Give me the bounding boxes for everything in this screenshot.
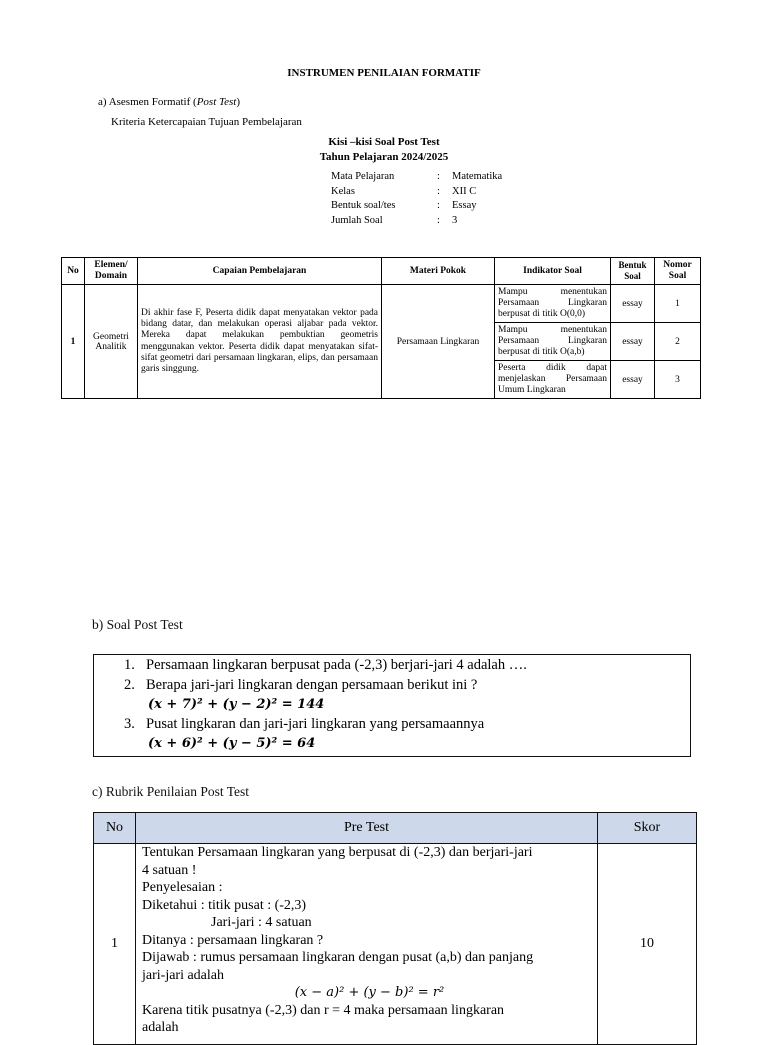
info-row: Jumlah Soal : 3 <box>331 214 458 226</box>
kisi-table <box>61 257 701 399</box>
col-elemen: Elemen/ Domain <box>85 258 138 285</box>
bentuk-cell: essay <box>611 285 655 323</box>
page-title: INSTRUMEN PENILAIAN FORMATIF <box>287 67 481 79</box>
row-elemen: Geometri Analitik <box>85 285 138 399</box>
table-header-row <box>62 258 701 285</box>
soal-box <box>93 654 691 757</box>
kisi-heading <box>0 135 768 165</box>
bentuk-cell: essay <box>611 361 655 399</box>
info-row: Kelas : XII C <box>331 185 477 197</box>
table-row <box>62 285 701 323</box>
question-2: 2. Berapa jari-jari lingkaran dengan persamaan berikut ini ? <box>124 677 478 693</box>
formula: (x − a)² + (y − b)² = r² <box>294 985 445 1000</box>
info-list <box>331 170 502 228</box>
col-skor: Skor <box>598 813 697 844</box>
rubrik-skor: 10 <box>598 844 697 1045</box>
info-row: Mata Pelajaran : Matematika <box>331 171 503 182</box>
nomor-cell: 1 <box>655 285 701 323</box>
section-b-heading: b) Soal Post Test <box>92 617 183 632</box>
rubrik-answer: Tentukan Persamaan lingkaran yang berpusat di (-2,3) dan berjari-jari 4 satuan ! Penyelesaian : Diketahui : titik pusat : (-2,3) Jari-jari : 4 satuan Ditanya : persamaan lingkaran ? Dijawab : rumus persamaan lingkaran dengan pusat (a,b) dan panjang jari-jari adalah (x − a)² + (y − b)² = r² Karena titik pusatnya (-2,3) dan r = 4 maka persamaan lingkaran adalah <box>136 844 598 1045</box>
indikator-cell: Peserta didik dapat menjelaskan Persamaan Umum Lingkaran <box>495 361 611 399</box>
col-pretest: Pre Test <box>136 813 598 844</box>
kisi-year: Tahun Pelajaran 2024/2025 <box>319 151 449 163</box>
rubrik-no: 1 <box>94 844 136 1045</box>
equation-2: (x + 7)² + (y − 2)² = 144 <box>148 697 325 712</box>
col-indikator: Indikator Soal <box>495 258 611 285</box>
rubrik-table <box>93 812 697 1045</box>
col-bentuk: Bentuk Soal <box>611 258 655 285</box>
question-1: 1. Persamaan lingkaran berpusat pada (-2,3) berjari-jari 4 adalah …. <box>124 657 527 673</box>
indikator-cell: Mampu menentukan Persamaan Lingkaran berpusat di titik O(a,b) <box>495 323 611 361</box>
nomor-cell: 3 <box>655 361 701 399</box>
indikator-cell: Mampu menentukan Persamaan Lingkaran berpusat di titik O(0,0) <box>495 285 611 323</box>
row-cp: Di akhir fase F, Peserta didik dapat menyatakan vektor pada bidang datar, dan melakukan operasi aljabar pada vektor. Mereka dapat melakukan pembuktian geometris menggunakan vektor. Peserta didik dapat menyatakan sifat-sifat geometri dari persamaan lingkaran, elips, dan persamaan garis singgung. <box>138 285 382 399</box>
equation-3: (x + 6)² + (y − 5)² = 64 <box>148 736 316 751</box>
kriteria-label: Kriteria Ketercapaian Tujuan Pembelajaran <box>111 116 302 128</box>
table-header-row <box>94 813 697 844</box>
col-no: No <box>94 813 136 844</box>
section-a-heading: a) Asesmen Formatif (Post Test) <box>98 96 240 108</box>
col-materi: Materi Pokok <box>382 258 495 285</box>
col-nomor: Nomor Soal <box>655 258 701 285</box>
table-row <box>94 844 697 1045</box>
kisi-title: Kisi –kisi Soal Post Test <box>328 136 440 148</box>
question-3: 3. Pusat lingkaran dan jari-jari lingkaran yang persamaannya <box>124 716 485 732</box>
row-no: 1 <box>62 285 85 399</box>
info-row: Bentuk soal/tes : Essay <box>331 200 477 211</box>
col-no: No <box>62 258 85 285</box>
col-cp: Capaian Pembelajaran <box>138 258 382 285</box>
bentuk-cell: essay <box>611 323 655 361</box>
nomor-cell: 2 <box>655 323 701 361</box>
section-c-heading: c) Rubrik Penilaian Post Test <box>92 784 250 799</box>
row-materi: Persamaan Lingkaran <box>382 285 495 399</box>
